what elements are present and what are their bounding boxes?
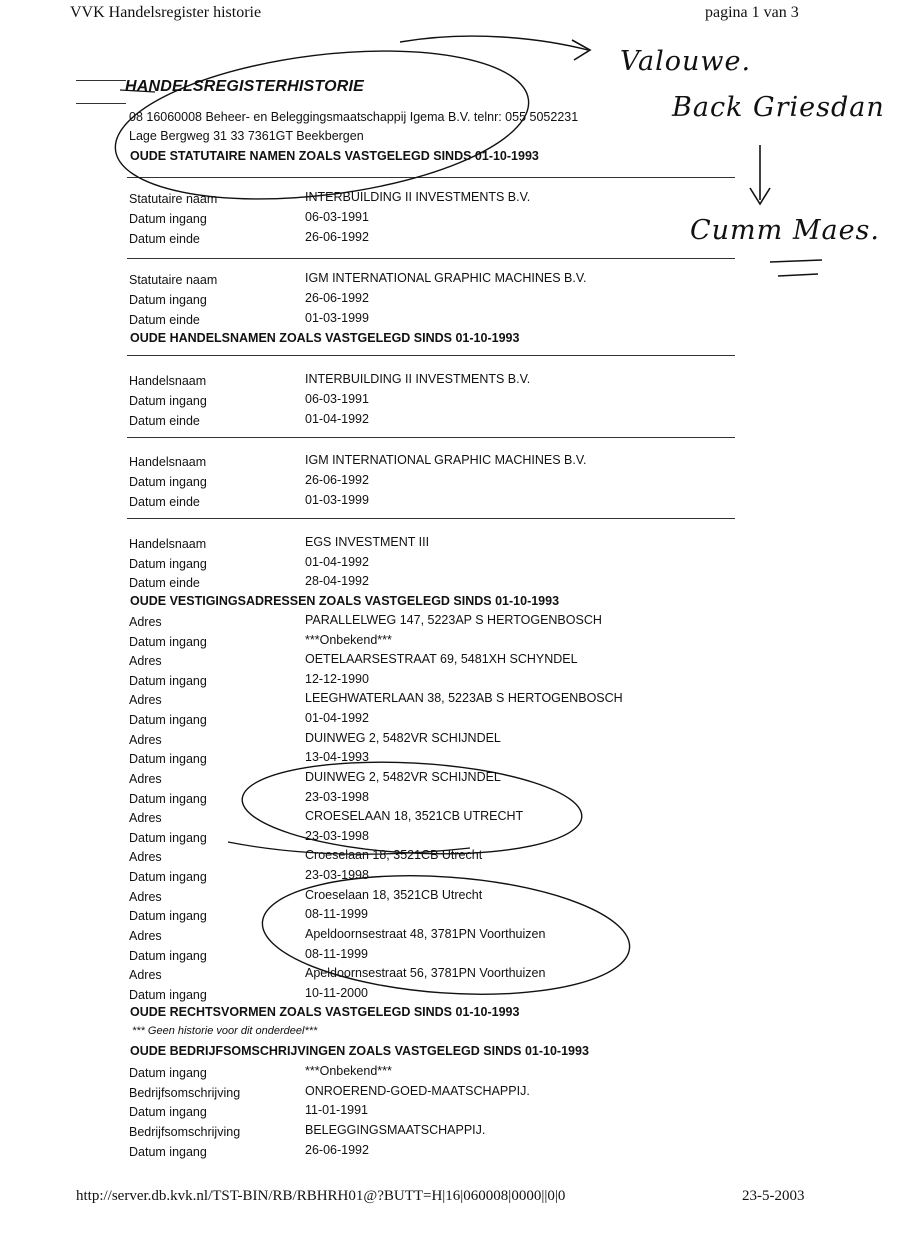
field-value: Croeselaan 18, 3521CB Utrecht bbox=[305, 888, 483, 902]
field-value: OETELAARSESTRAAT 69, 5481XH SCHYNDEL bbox=[305, 652, 578, 666]
field-label: Datum einde bbox=[129, 313, 200, 327]
field-value: IGM INTERNATIONAL GRAPHIC MACHINES B.V. bbox=[305, 453, 587, 467]
pen-underline-1 bbox=[770, 260, 822, 262]
field-label: Adres bbox=[129, 968, 162, 982]
field-value: ***Onbekend*** bbox=[305, 1064, 392, 1078]
section-heading-statutaire: OUDE STATUTAIRE NAMEN ZOALS VASTGELEGD SINDS 01-10-1993 bbox=[130, 149, 539, 163]
field-value: 01-04-1992 bbox=[305, 412, 369, 426]
field-label: Datum ingang bbox=[129, 475, 207, 489]
field-label: Adres bbox=[129, 850, 162, 864]
field-label: Adres bbox=[129, 733, 162, 747]
footer-date: 23-5-2003 bbox=[742, 1188, 805, 1204]
field-value: 26-06-1992 bbox=[305, 1143, 369, 1157]
field-label: Datum ingang bbox=[129, 909, 207, 923]
handwritten-note-valouwe: Valouwe. bbox=[620, 46, 752, 77]
field-label: Bedrijfsomschrijving bbox=[129, 1125, 241, 1139]
page-header-title: VVK Handelsregister historie bbox=[70, 4, 262, 21]
field-label: Datum ingang bbox=[129, 831, 207, 845]
section-heading-bedrijfsomschrijvingen: OUDE BEDRIJFSOMSCHRIJVINGEN ZOALS VASTGELEGD SINDS 01-10-1993 bbox=[130, 1044, 589, 1058]
field-value: ONROEREND-GOED-MAATSCHAPPIJ. bbox=[305, 1084, 530, 1098]
field-label: Datum ingang bbox=[129, 394, 207, 408]
field-label: Handelsnaam bbox=[129, 455, 207, 469]
field-value: 13-04-1993 bbox=[305, 750, 369, 764]
field-value: 06-03-1991 bbox=[305, 210, 369, 224]
company-info-line: 08 16060008 Beheer- en Beleggingsmaatschappij Igema B.V. telnr: 055 5052231 bbox=[129, 110, 579, 124]
field-value: 08-11-1999 bbox=[305, 907, 369, 921]
handwritten-note-back: Back Griesdan bbox=[672, 92, 885, 123]
field-label: Datum ingang bbox=[129, 792, 207, 806]
section-heading-vestigingsadressen: OUDE VESTIGINGSADRESSEN ZOALS VASTGELEGD SINDS 01-10-1993 bbox=[130, 594, 560, 608]
field-value: Apeldoornsestraat 48, 3781PN Voorthuizen bbox=[305, 927, 546, 941]
section-heading-handelsnamen: OUDE HANDELSNAMEN ZOALS VASTGELEGD SINDS 01-10-1993 bbox=[130, 331, 520, 345]
field-label: Adres bbox=[129, 929, 162, 943]
field-label: Datum ingang bbox=[129, 674, 207, 688]
field-value: 23-03-1998 bbox=[305, 829, 369, 843]
field-label: Adres bbox=[129, 693, 162, 707]
divider bbox=[127, 177, 735, 178]
field-label: Datum einde bbox=[129, 414, 200, 428]
field-value: ***Onbekend*** bbox=[305, 633, 392, 647]
page-number: pagina 1 van 3 bbox=[705, 4, 799, 21]
field-value: 26-06-1992 bbox=[305, 473, 369, 487]
pen-underline-2 bbox=[778, 274, 818, 276]
field-value: 01-04-1992 bbox=[305, 711, 369, 725]
document-title: HANDELSREGISTERHISTORIE bbox=[125, 78, 364, 95]
field-value: Croeselaan 18, 3521CB Utrecht bbox=[305, 848, 483, 862]
field-label: Datum ingang bbox=[129, 1105, 207, 1119]
field-label: Datum ingang bbox=[129, 293, 207, 307]
divider bbox=[127, 437, 735, 438]
field-value: BELEGGINGSMAATSCHAPPIJ. bbox=[305, 1123, 486, 1137]
field-label: Datum ingang bbox=[129, 713, 207, 727]
field-label: Adres bbox=[129, 772, 162, 786]
pen-arrowhead-down bbox=[750, 188, 770, 204]
field-value: 01-03-1999 bbox=[305, 311, 369, 325]
field-label: Datum ingang bbox=[129, 1145, 207, 1159]
field-value: LEEGHWATERLAAN 38, 5223AB S HERTOGENBOSCH bbox=[305, 691, 623, 705]
pen-arrow-right bbox=[400, 36, 588, 50]
field-label: Datum einde bbox=[129, 576, 200, 590]
field-value: CROESELAAN 18, 3521CB UTRECHT bbox=[305, 809, 524, 823]
field-label: Datum einde bbox=[129, 495, 200, 509]
field-value: DUINWEG 2, 5482VR SCHIJNDEL bbox=[305, 731, 501, 745]
field-label: Datum ingang bbox=[129, 212, 207, 226]
field-label: Datum ingang bbox=[129, 949, 207, 963]
footer-url: http://server.db.kvk.nl/TST-BIN/RB/RBHRH01@?BUTT=H|16|060008|0000||0|0 bbox=[76, 1188, 566, 1204]
pen-arrowhead-right bbox=[572, 40, 590, 60]
field-label: Adres bbox=[129, 615, 162, 629]
field-label: Datum ingang bbox=[129, 635, 207, 649]
field-label: Datum ingang bbox=[129, 557, 207, 571]
field-value: 26-06-1992 bbox=[305, 230, 369, 244]
field-value: INTERBUILDING II INVESTMENTS B.V. bbox=[305, 190, 531, 204]
field-label: Datum ingang bbox=[129, 870, 207, 884]
field-value: Apeldoornsestraat 56, 3781PN Voorthuizen bbox=[305, 966, 546, 980]
divider bbox=[127, 518, 735, 519]
company-address-line: Lage Bergweg 31 33 7361GT Beekbergen bbox=[129, 129, 364, 143]
field-label: Bedrijfsomschrijving bbox=[129, 1086, 241, 1100]
field-label: Adres bbox=[129, 890, 162, 904]
field-label: Adres bbox=[129, 811, 162, 825]
title-rule-top bbox=[76, 80, 126, 81]
field-value: PARALLELWEG 147, 5223AP S HERTOGENBOSCH bbox=[305, 613, 602, 627]
field-value: 23-03-1998 bbox=[305, 868, 369, 882]
field-value: 26-06-1992 bbox=[305, 291, 369, 305]
field-label: Handelsnaam bbox=[129, 374, 207, 388]
field-value: 12-12-1990 bbox=[305, 672, 369, 686]
field-label: Datum ingang bbox=[129, 988, 207, 1002]
no-history-note: *** Geen historie voor dit onderdeel*** bbox=[132, 1025, 318, 1037]
field-label: Datum ingang bbox=[129, 1066, 207, 1080]
divider bbox=[127, 355, 735, 356]
field-value: 01-03-1999 bbox=[305, 493, 369, 507]
field-label: Handelsnaam bbox=[129, 537, 207, 551]
field-value: INTERBUILDING II INVESTMENTS B.V. bbox=[305, 372, 531, 386]
field-label: Adres bbox=[129, 654, 162, 668]
field-label: Datum einde bbox=[129, 232, 200, 246]
field-value: 28-04-1992 bbox=[305, 574, 369, 588]
field-value: IGM INTERNATIONAL GRAPHIC MACHINES B.V. bbox=[305, 271, 587, 285]
field-value: 10-11-2000 bbox=[305, 986, 369, 1000]
section-heading-rechtsvormen: OUDE RECHTSVORMEN ZOALS VASTGELEGD SINDS 01-10-1993 bbox=[130, 1005, 520, 1019]
field-value: DUINWEG 2, 5482VR SCHIJNDEL bbox=[305, 770, 501, 784]
field-label: Statutaire naam bbox=[129, 273, 218, 287]
field-value: 08-11-1999 bbox=[305, 947, 369, 961]
field-label: Statutaire naam bbox=[129, 192, 218, 206]
title-rule-bottom bbox=[76, 103, 126, 104]
field-value: 06-03-1991 bbox=[305, 392, 369, 406]
field-value: 23-03-1998 bbox=[305, 790, 369, 804]
handwritten-note-maes: Cumm Maes. bbox=[690, 215, 880, 246]
divider bbox=[127, 258, 735, 259]
field-value: 01-04-1992 bbox=[305, 555, 369, 569]
field-label: Datum ingang bbox=[129, 752, 207, 766]
field-value: 11-01-1991 bbox=[305, 1103, 369, 1117]
field-value: EGS INVESTMENT III bbox=[305, 535, 430, 549]
